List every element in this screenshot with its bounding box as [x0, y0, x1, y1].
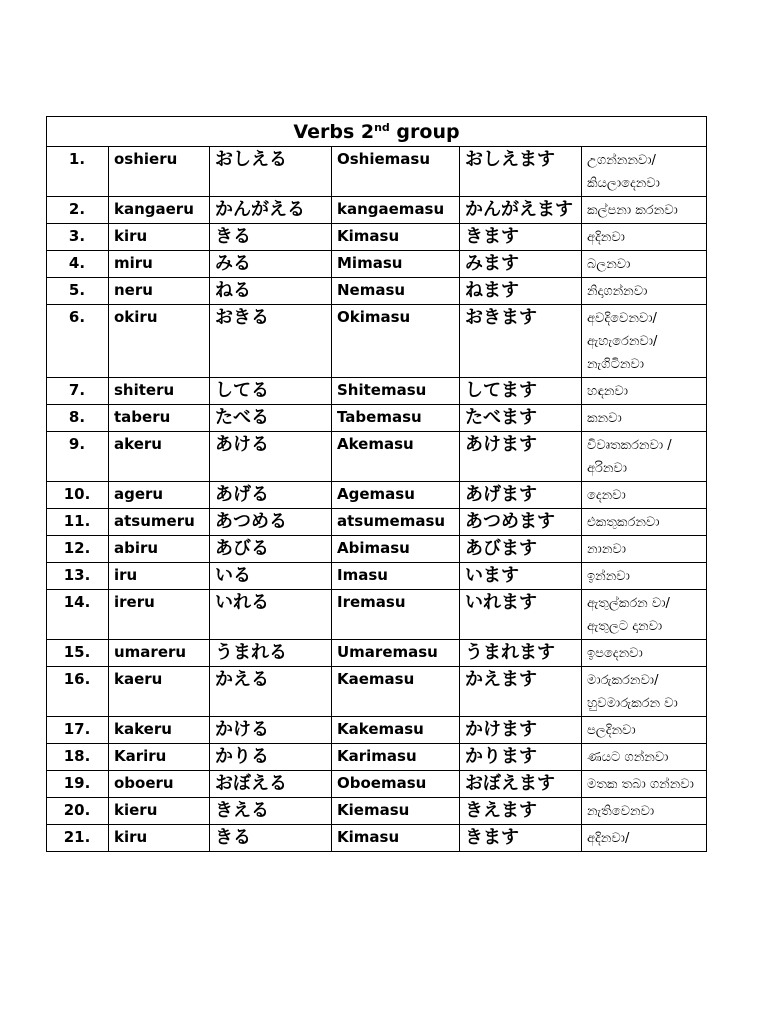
verb-romaji: taberu [109, 405, 210, 432]
masu-romaji: Iremasu [332, 590, 460, 640]
masu-romaji: kangaemasu [332, 197, 460, 224]
verb-romaji: atsumeru [109, 509, 210, 536]
masu-romaji: Tabemasu [332, 405, 460, 432]
verb-romaji: akeru [109, 432, 210, 482]
table-row [47, 378, 707, 405]
masu-kana: きえます [460, 798, 582, 825]
verb-romaji: ireru [109, 590, 210, 640]
sinhala-meaning: පලදිනවා [582, 717, 707, 744]
row-number: 16. [47, 667, 109, 717]
table-row [47, 771, 707, 798]
table-row [47, 509, 707, 536]
table-row [47, 432, 707, 482]
verb-kana: あける [210, 432, 332, 482]
masu-kana: あびます [460, 536, 582, 563]
masu-kana: かえます [460, 667, 582, 717]
verb-kana: おきる [210, 305, 332, 378]
verb-kana: きる [210, 825, 332, 852]
row-number: 7. [47, 378, 109, 405]
sinhala-meaning: විවෘතකරනවා / අරිනවා [582, 432, 707, 482]
row-number: 9. [47, 432, 109, 482]
verb-kana: みる [210, 251, 332, 278]
table-row [47, 744, 707, 771]
row-number: 19. [47, 771, 109, 798]
verb-romaji: okiru [109, 305, 210, 378]
verb-romaji: iru [109, 563, 210, 590]
sinhala-meaning: ඉන්නවා [582, 563, 707, 590]
verb-romaji: neru [109, 278, 210, 305]
masu-kana: おきます [460, 305, 582, 378]
table-row [47, 825, 707, 852]
verb-kana: うまれる [210, 640, 332, 667]
row-number: 6. [47, 305, 109, 378]
sinhala-meaning: ණයට ගන්නවා [582, 744, 707, 771]
verbs-table-body [47, 117, 707, 852]
sinhala-meaning: හඳනවා [582, 378, 707, 405]
table-row [47, 667, 707, 717]
verbs-table [46, 116, 707, 852]
sinhala-meaning: නානවා [582, 536, 707, 563]
table-row [47, 717, 707, 744]
masu-romaji: Mimasu [332, 251, 460, 278]
table-row [47, 640, 707, 667]
masu-romaji: Abimasu [332, 536, 460, 563]
masu-kana: あつめます [460, 509, 582, 536]
masu-romaji: Oshiemasu [332, 147, 460, 197]
sinhala-meaning: බලනවා [582, 251, 707, 278]
verb-romaji: Kariru [109, 744, 210, 771]
verb-romaji: miru [109, 251, 210, 278]
table-row [47, 590, 707, 640]
masu-romaji: Karimasu [332, 744, 460, 771]
table-title-row [47, 117, 707, 147]
masu-romaji: Kimasu [332, 825, 460, 852]
sinhala-meaning: නැතිවෙනවා [582, 798, 707, 825]
masu-romaji: Kaemasu [332, 667, 460, 717]
masu-romaji: Akemasu [332, 432, 460, 482]
verb-kana: かりる [210, 744, 332, 771]
masu-kana: おぼえます [460, 771, 582, 798]
masu-kana: きます [460, 825, 582, 852]
table-row [47, 147, 707, 197]
masu-romaji: Okimasu [332, 305, 460, 378]
table-row [47, 278, 707, 305]
masu-romaji: Agemasu [332, 482, 460, 509]
row-number: 11. [47, 509, 109, 536]
masu-romaji: Oboemasu [332, 771, 460, 798]
table-row [47, 197, 707, 224]
masu-kana: みます [460, 251, 582, 278]
masu-kana: おしえます [460, 147, 582, 197]
verb-kana: あつめる [210, 509, 332, 536]
verb-kana: いれる [210, 590, 332, 640]
verb-kana: いる [210, 563, 332, 590]
row-number: 12. [47, 536, 109, 563]
masu-romaji: Nemasu [332, 278, 460, 305]
verbs-table-container [46, 116, 706, 852]
masu-romaji: atsumemasu [332, 509, 460, 536]
verb-kana: してる [210, 378, 332, 405]
sinhala-meaning: දෙනවා [582, 482, 707, 509]
sinhala-meaning: මාරුකරනවා/ හුවමාරුකරන වා [582, 667, 707, 717]
masu-kana: かんがえます [460, 197, 582, 224]
table-row [47, 251, 707, 278]
row-number: 1. [47, 147, 109, 197]
sinhala-meaning: ඇතුල්කරන වා/ඇතුලට දානවා [582, 590, 707, 640]
verb-kana: おしえる [210, 147, 332, 197]
row-number: 4. [47, 251, 109, 278]
row-number: 15. [47, 640, 109, 667]
masu-kana: います [460, 563, 582, 590]
verb-romaji: kiru [109, 224, 210, 251]
masu-kana: かけます [460, 717, 582, 744]
table-row [47, 798, 707, 825]
row-number: 2. [47, 197, 109, 224]
masu-kana: あけます [460, 432, 582, 482]
masu-kana: たべます [460, 405, 582, 432]
row-number: 14. [47, 590, 109, 640]
masu-kana: いれます [460, 590, 582, 640]
verb-romaji: kangaeru [109, 197, 210, 224]
masu-kana: かります [460, 744, 582, 771]
masu-romaji: Kiemasu [332, 798, 460, 825]
row-number: 5. [47, 278, 109, 305]
row-number: 8. [47, 405, 109, 432]
sinhala-meaning: එකතුකරනවා [582, 509, 707, 536]
masu-kana: きます [460, 224, 582, 251]
verb-kana: かける [210, 717, 332, 744]
verb-romaji: kaeru [109, 667, 210, 717]
verb-romaji: umareru [109, 640, 210, 667]
row-number: 17. [47, 717, 109, 744]
table-row [47, 536, 707, 563]
sinhala-meaning: ඉපදෙනවා [582, 640, 707, 667]
row-number: 18. [47, 744, 109, 771]
title-tail: group [389, 121, 460, 143]
table-title [47, 117, 707, 147]
table-row [47, 563, 707, 590]
masu-romaji: Kimasu [332, 224, 460, 251]
verb-kana: おぼえる [210, 771, 332, 798]
sinhala-meaning: අදිනවා/ [582, 825, 707, 852]
sinhala-meaning: අවදිවෙනවා/ ඇහැරෙනවා/ නැගිටිනවා [582, 305, 707, 378]
sinhala-meaning: උගන්නනවා/ කියලාදෙනවා [582, 147, 707, 197]
verb-kana: あびる [210, 536, 332, 563]
verb-romaji: ageru [109, 482, 210, 509]
sinhala-meaning: නිදාගන්නවා [582, 278, 707, 305]
verb-kana: かえる [210, 667, 332, 717]
table-row [47, 224, 707, 251]
masu-kana: うまれます [460, 640, 582, 667]
title-main: Verbs 2 [293, 121, 375, 143]
sinhala-meaning: කනවා [582, 405, 707, 432]
verb-romaji: oshieru [109, 147, 210, 197]
verb-romaji: abiru [109, 536, 210, 563]
masu-kana: してます [460, 378, 582, 405]
row-number: 20. [47, 798, 109, 825]
masu-romaji: Kakemasu [332, 717, 460, 744]
verb-kana: きる [210, 224, 332, 251]
masu-romaji: Imasu [332, 563, 460, 590]
row-number: 13. [47, 563, 109, 590]
sinhala-meaning: අදිනවා [582, 224, 707, 251]
row-number: 21. [47, 825, 109, 852]
table-row [47, 482, 707, 509]
row-number: 10. [47, 482, 109, 509]
title-superscript: nd [374, 121, 390, 134]
table-row [47, 405, 707, 432]
verb-romaji: shiteru [109, 378, 210, 405]
table-row [47, 305, 707, 378]
sinhala-meaning: මතක තබා ගන්නවා [582, 771, 707, 798]
verb-romaji: kieru [109, 798, 210, 825]
verb-romaji: kiru [109, 825, 210, 852]
masu-romaji: Umaremasu [332, 640, 460, 667]
masu-kana: あげます [460, 482, 582, 509]
verb-kana: あげる [210, 482, 332, 509]
sinhala-meaning: කල්පනා කරනවා [582, 197, 707, 224]
row-number: 3. [47, 224, 109, 251]
verb-kana: かんがえる [210, 197, 332, 224]
verb-romaji: kakeru [109, 717, 210, 744]
verb-kana: ねる [210, 278, 332, 305]
masu-kana: ねます [460, 278, 582, 305]
masu-romaji: Shitemasu [332, 378, 460, 405]
verb-kana: たべる [210, 405, 332, 432]
verb-romaji: oboeru [109, 771, 210, 798]
verb-kana: きえる [210, 798, 332, 825]
